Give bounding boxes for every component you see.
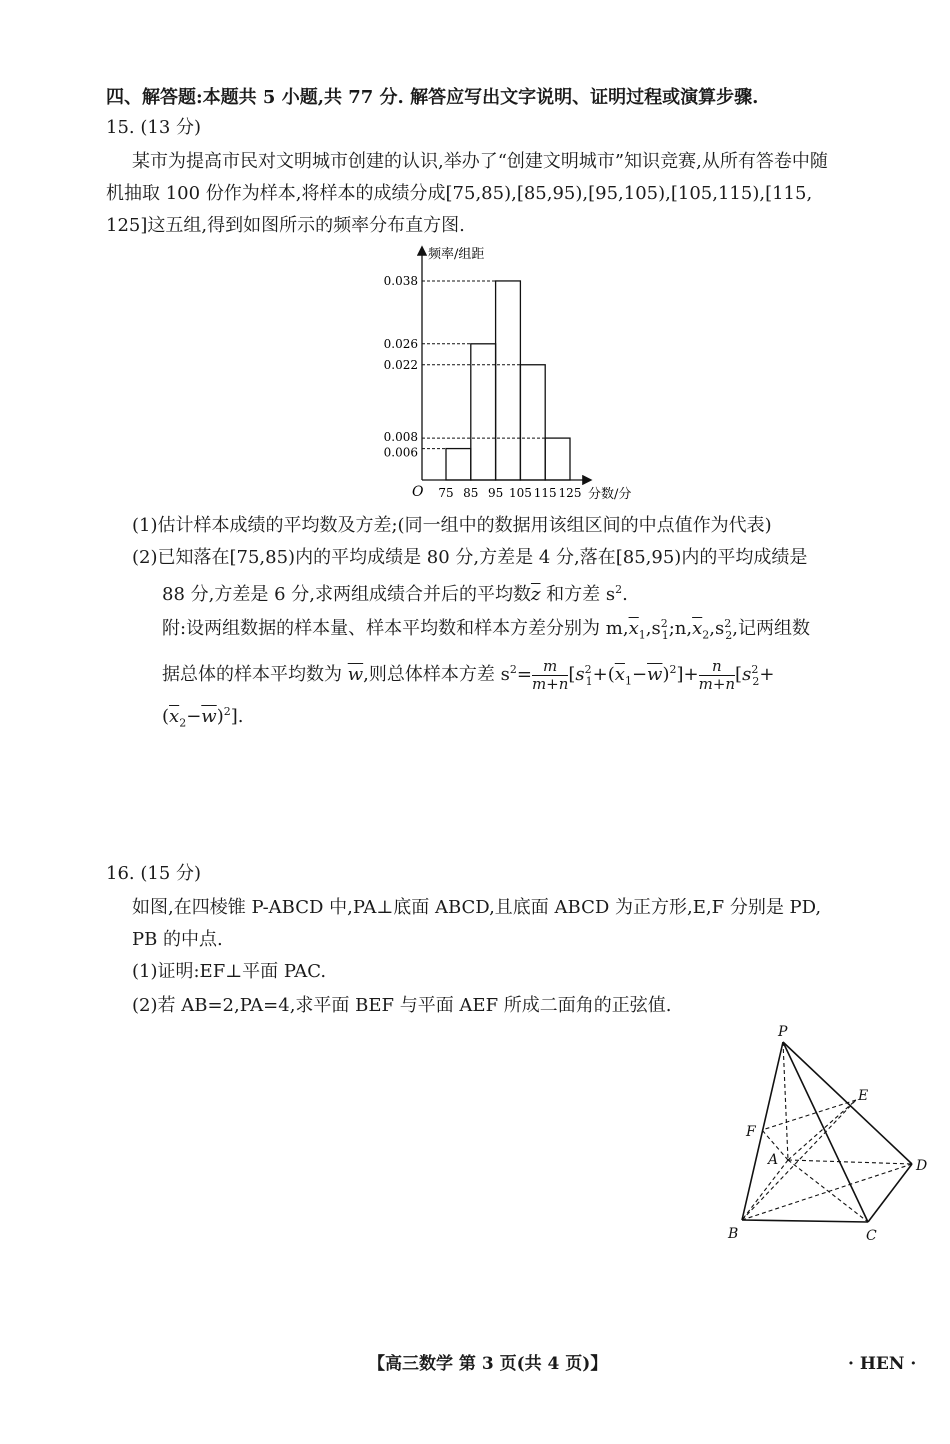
x-tick-label: 75 bbox=[438, 486, 454, 500]
origin-label: O bbox=[412, 484, 424, 500]
label-F: F bbox=[746, 1124, 756, 1140]
y-tick-label: 0.038 bbox=[383, 273, 418, 288]
q15-part-1: (1)估计样本成绩的平均数及方差;(同一组中的数据用该组区间的中点值作为代表) bbox=[132, 515, 772, 536]
fraction-m: $\frac{m}{m+n}$ bbox=[531, 656, 569, 693]
edge-EF bbox=[762, 1100, 856, 1130]
x-tick-label: 95 bbox=[487, 486, 504, 500]
label-P: P bbox=[778, 1024, 788, 1040]
histogram-bar bbox=[471, 344, 496, 480]
q15-stem-line-1: 某市为提高市民对文明城市创建的认识,举办了“创建文明城市”知识竞赛,从所有答卷中随 bbox=[132, 151, 828, 172]
frequency-histogram bbox=[360, 240, 660, 510]
edge-AE bbox=[788, 1100, 856, 1160]
x-tick-label: 115 bbox=[533, 486, 557, 500]
edge-BC bbox=[742, 1220, 868, 1222]
label-E: E bbox=[858, 1088, 869, 1104]
page-footer: 【高三数学 第 3 页(共 4 页)】 bbox=[368, 1354, 608, 1374]
edge-AD bbox=[788, 1160, 912, 1164]
q15-stem-line-3: 125]这五组,得到如图所示的频率分布直方图. bbox=[106, 215, 465, 236]
q15-part-2-line-2: 88 分,方差是 6 分,求两组成绩合并后的平均数$\overline{z}$ 和方差 $s^2$. bbox=[162, 583, 628, 605]
x-tick-label: 125 bbox=[558, 486, 582, 500]
q15-number: 15. (13 分) bbox=[106, 117, 202, 138]
q15-part-2-line-1: (2)已知落在[75,85)内的平均成绩是 80 分,方差是 4 分,落在[85,95)内的平均成绩是 bbox=[132, 547, 808, 568]
label-D: D bbox=[916, 1158, 928, 1174]
q15-note-line-1: 附:设两组数据的样本量、样本平均数和样本方差分别为 $m,\overline{x}_1,s^2_1;n,\overline{x}_2,s^2_2$,记两组数 bbox=[162, 617, 810, 642]
q15-note-line-2: 据总体的样本平均数为 $\overline{w}$,则总体样本方差 $s^2=$ $\frac{m}{m+n}$ $[s^2_1+(\overline{x}_1-\overline{w})^2]+$ $\frac{n}{m+n}$ [$s^2_2+$ bbox=[162, 656, 775, 693]
x-axis-label: 分数/分 bbox=[588, 487, 632, 502]
y-tick-label: 0.022 bbox=[383, 357, 418, 372]
q16-stem-line-1: 如图,在四棱锥 P-ABCD 中,PA⊥底面 ABCD,且底面 ABCD 为正方形,E,F 分别是 PD, bbox=[132, 897, 822, 918]
y-tick-label: 0.008 bbox=[383, 430, 418, 445]
histogram-bar bbox=[446, 449, 471, 480]
q16-part-1: (1)证明:EF⊥平面 PAC. bbox=[132, 961, 327, 982]
y-tick-label: 0.026 bbox=[383, 336, 418, 351]
z-bar: $\overline{z}$ bbox=[530, 584, 541, 605]
label-A: A bbox=[768, 1152, 779, 1168]
edge-BD bbox=[742, 1164, 912, 1220]
x-tick-label: 105 bbox=[508, 486, 532, 500]
pyramid-figure bbox=[720, 1020, 940, 1250]
histogram-bar bbox=[545, 438, 570, 480]
q16-number: 16. (15 分) bbox=[106, 863, 202, 884]
q16-stem-line-2: PB 的中点. bbox=[132, 929, 223, 950]
footer-code: · HEN · bbox=[848, 1354, 917, 1374]
histogram-bar bbox=[520, 365, 545, 480]
edge-CD bbox=[868, 1164, 912, 1222]
fraction-n: $\frac{n}{m+n}$ bbox=[698, 656, 736, 693]
q16-part-2: (2)若 AB=2,PA=4,求平面 BEF 与平面 AEF 所成二面角的正弦值. bbox=[132, 995, 672, 1016]
q15-note-line-3: $(\overline{x}_2-\overline{w})^2$]. bbox=[162, 705, 244, 730]
label-C: C bbox=[866, 1228, 877, 1244]
label-B: B bbox=[728, 1226, 739, 1242]
x-tick-label: 85 bbox=[463, 486, 479, 500]
q15-stem-line-2: 机抽取 100 份作为样本,将样本的成绩分成[75,85),[85,95),[95,105),[105,115),[115, bbox=[106, 183, 813, 204]
histogram-bar bbox=[496, 281, 521, 480]
edge-PA bbox=[783, 1042, 788, 1160]
y-axis-label: 频率/组距 bbox=[428, 247, 485, 262]
edge-AC bbox=[788, 1160, 868, 1222]
y-tick-label: 0.006 bbox=[383, 445, 418, 460]
section-header: 四、解答题:本题共 5 小题,共 77 分. 解答应写出文字说明、证明过程或演算步骤. bbox=[106, 87, 759, 108]
